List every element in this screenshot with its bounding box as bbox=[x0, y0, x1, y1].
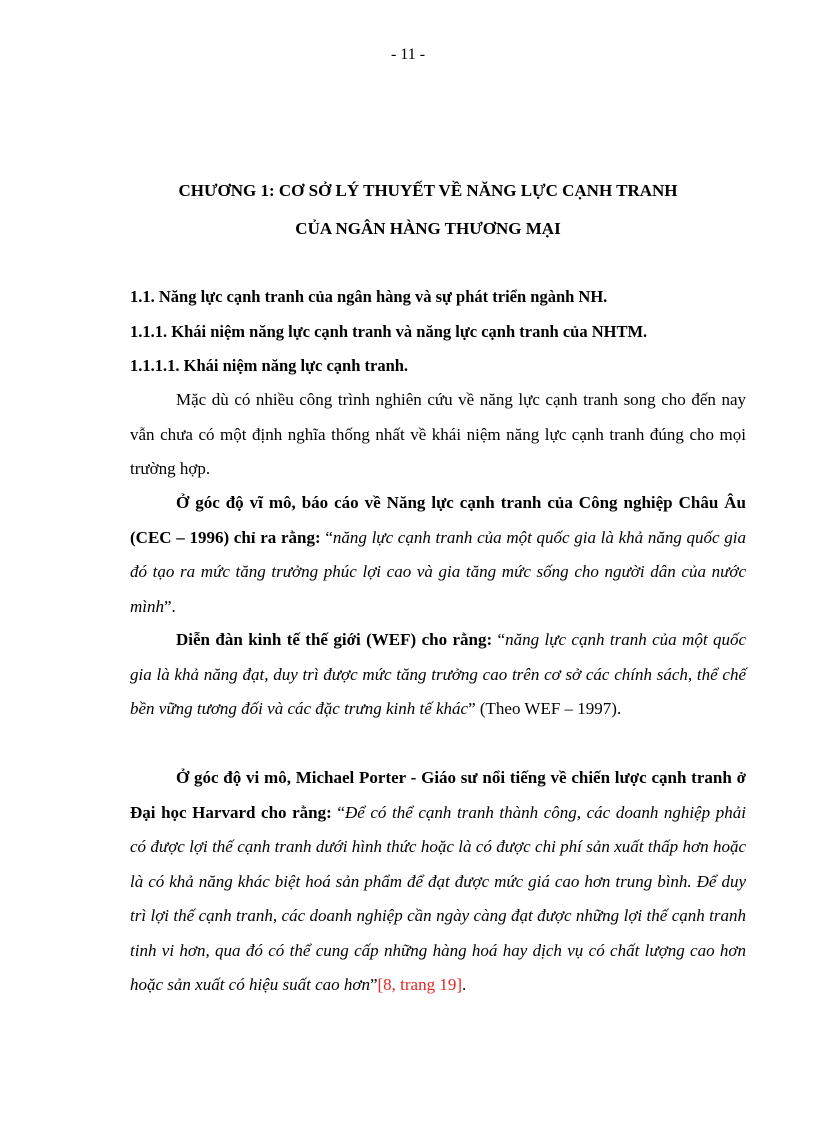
quote-open: “ bbox=[325, 527, 333, 547]
chapter-title-line-2: CỦA NGÂN HÀNG THƯƠNG MẠI bbox=[295, 219, 561, 238]
section-heading-1-1: 1.1. Năng lực cạnh tranh của ngân hàng và sự phát triển ngành NH. bbox=[130, 287, 608, 306]
paragraph-porter bbox=[130, 761, 746, 1003]
paragraph-cec-quote: năng lực cạnh tranh của một quốc gia là khả năng quốc gia đó tạo ra mức tăng trưởng phúc lợi cao và gia tăng mức sống cho người dân của nước mình bbox=[130, 527, 746, 616]
paragraph-cec-lead: Ở góc độ vĩ mô, báo cáo về Năng lực cạnh tranh của Công nghiệp Châu Âu (CEC – 1996) chỉ ra rằng: bbox=[130, 493, 746, 547]
citation-reference: [8, trang 19] bbox=[377, 975, 463, 994]
sentence-end: . bbox=[462, 975, 467, 994]
paragraph-wef bbox=[130, 623, 746, 727]
section-heading-1-1-1: 1.1.1. Khái niệm năng lực cạnh tranh và năng lực cạnh tranh của NHTM. bbox=[130, 322, 648, 341]
paragraph-intro: Mặc dù có nhiều công trình nghiên cứu về năng lực cạnh tranh song cho đến nay vẫn chưa có một định nghĩa thống nhất về khái niệm năng lực cạnh tranh đúng cho mọi trường hợp. bbox=[130, 390, 746, 478]
paragraph-wef-lead: Diễn đàn kinh tế thế giới (WEF) cho rằng: bbox=[176, 630, 498, 649]
section-heading-1-1-1-1: 1.1.1.1. Khái niệm năng lực cạnh tranh. bbox=[130, 356, 409, 375]
quote-open: “ bbox=[337, 802, 345, 822]
quote-open: “ bbox=[497, 630, 506, 649]
paragraph-cec bbox=[130, 486, 746, 624]
paragraph-wef-tail: ” (Theo WEF – 1997). bbox=[468, 699, 622, 718]
chapter-title bbox=[80, 172, 776, 248]
paragraph-porter-lead: Ở góc độ vi mô, Michael Porter - Giáo sư nổi tiếng về chiến lược cạnh tranh ở Đại học Harvard cho rằng: bbox=[130, 768, 746, 822]
quote-close: ” bbox=[369, 975, 378, 994]
quote-close: ”. bbox=[164, 596, 176, 616]
chapter-title-line-1: CHƯƠNG 1: CƠ SỞ LÝ THUYẾT VỀ NĂNG LỰC CẠNH TRANH bbox=[178, 181, 678, 200]
page-number: - 11 - bbox=[390, 46, 426, 63]
paragraph-porter-quote: Để có thể cạnh tranh thành công, các doanh nghiệp phải có được lợi thế cạnh tranh dưới hình thức hoặc là có được chi phí sản xuất thấp hơn hoặc là có khả năng khác biệt hoá sản phẩm để đạt được mức giá cao hơn trung bình. Để duy trì lợi thế cạnh tranh, các doanh nghiệp cần ngày càng đạt được những lợi thế cạnh tranh tinh vi hơn, qua đó có thể cung cấp những hàng hoá hay dịch vụ có chất lượng cao hơn hoặc sản xuất có hiệu suất cao hơn bbox=[130, 802, 747, 994]
paragraph-wef-quote: năng lực cạnh tranh của một quốc gia là khả năng đạt, duy trì được mức tăng trưởng cao trên cơ sở các chính sách, thể chế bền vững tương đối và các đặc trưng kinh tế khác bbox=[130, 630, 746, 718]
